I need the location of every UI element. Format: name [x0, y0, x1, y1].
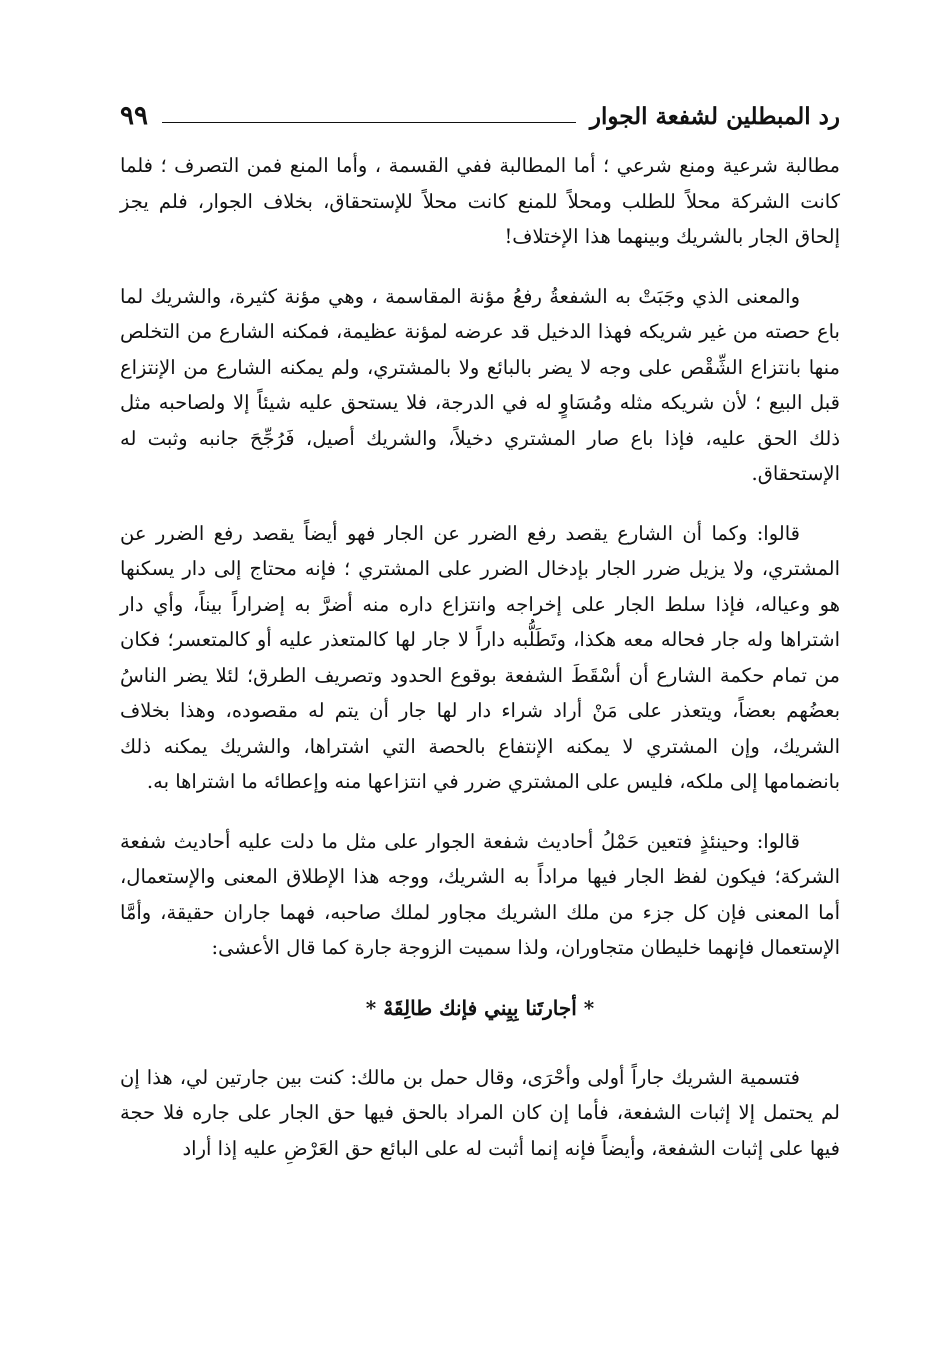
running-title: رد المبطلين لشفعة الجوار	[589, 102, 840, 130]
paragraph: فتسمية الشريك جاراً أولى وأحْرَى، وقال حمل بن مالك: كنت بين جارتين لي، هذا إن لم يحتمل إلا إثبات الشفعة، فأما إن كان المراد بالحق فيها حق الجار على جاره فلا حجة فيها على إثبات الشفعة، وأيضاً فإنه إنما أثبت له على البائع حق العَرْضِ عليه إذا أراد	[120, 1065, 840, 1160]
paragraph: قالوا: وكما أن الشارع يقصد رفع الضرر عن الجار فهو أيضاً يقصد رفع الضرر عن المشتري، ولا يزيل ضرر الجار بإدخال الضرر على المشتري ؛ فإنه محتاج إلى دار يسكنها هو وعياله، فإذا سلط الجار على إخراجه وانتزاع داره منه أضرَّ به إضراراً بيناً، وأي دار اشتراها وله جار فحاله معه هكذا، وتَطَلُّبه داراً لا جار لها كالمتعذر عليه أو كالمتعسر؛ فكان من تمام حكمة الشارع أن أسْقَطَ الشفعة بوقوع الحدود وتصريف الطرق؛ لئلا يضر الناسُ بعضُهم بعضاً، ويتعذر على مَنْ أراد شراء دار لها جار أن يتم له مقصوده، وهذا بخلاف الشريك، وإن المشتري لا يمكنه الإنتفاع بالحصة التي اشتراها، والشريك يمكنه ذلك بانضمامها إلى ملكه، فليس على المشتري ضرر في انتزاعها منه وإعطائه ما اشتراها به.	[120, 521, 840, 793]
book-page	[120, 96, 840, 1190]
paragraph: قالوا: وحينئذٍ فتعين حَمْلُ أحاديث شفعة الجوار على مثل ما دلت عليه أحاديث شفعة الشركة؛ فيكون لفظ الجار فيها مراداً به الشريك، ووجه هذا الإطلاق المعنى والإستعمال، أما المعنى فإن كل جزء من ملك الشريك مجاور لملك صاحبه، فهما جاران حقيقة، وأمَّا الإستعمال فإنهما خليطان متجاوران، ولذا سميت الزوجة جارة كما قال الأعشى:	[120, 829, 840, 959]
body-text	[120, 148, 840, 1166]
paragraph: مطالبة شرعية ومنع شرعي ؛ أما المطالبة ففي القسمة ، وأما المنع فمن التصرف ؛ فلما كانت الشركة محلاً للطلب ومحلاً للمنع كانت محلاً للإستحقاق، بخلاف الجوار، فلم يجز إلحاق الجار بالشريك وبينهما هذا الإختلاف!	[120, 154, 840, 248]
running-header	[120, 96, 840, 136]
page-number: ٩٩	[120, 101, 148, 131]
header-rule	[162, 122, 576, 123]
poetry-verse: * أجارتَنا بِيِني فإنك طالِقَهْ *	[365, 995, 595, 1020]
paragraph: والمعنى الذي وجَبَتْ به الشفعةُ رفعُ مؤنة المقاسمة ، وهي مؤنة كثيرة، والشريك لما باع حصته من غير شريكه فهذا الدخيل قد عرضه لمؤنة عظيمة، فمكنه الشارع من التخلص منها بانتزاع الشِّقْص على وجه لا يضر بالبائع ولا بالمشتري، ولم يمكنه الشارع من الإنتزاع قبل البيع ؛ لأن شريكه مثله ومُسَاوٍ له في الدرجة، فلا يستحق عليه شيئاً إلا ولصاحبه مثل ذلك الحق عليه، فإذا باع صار المشتري دخيلاً، والشريك أصيل، فَرُجِّحَ جانبه وثبت له الإستحقاق.	[120, 284, 840, 485]
